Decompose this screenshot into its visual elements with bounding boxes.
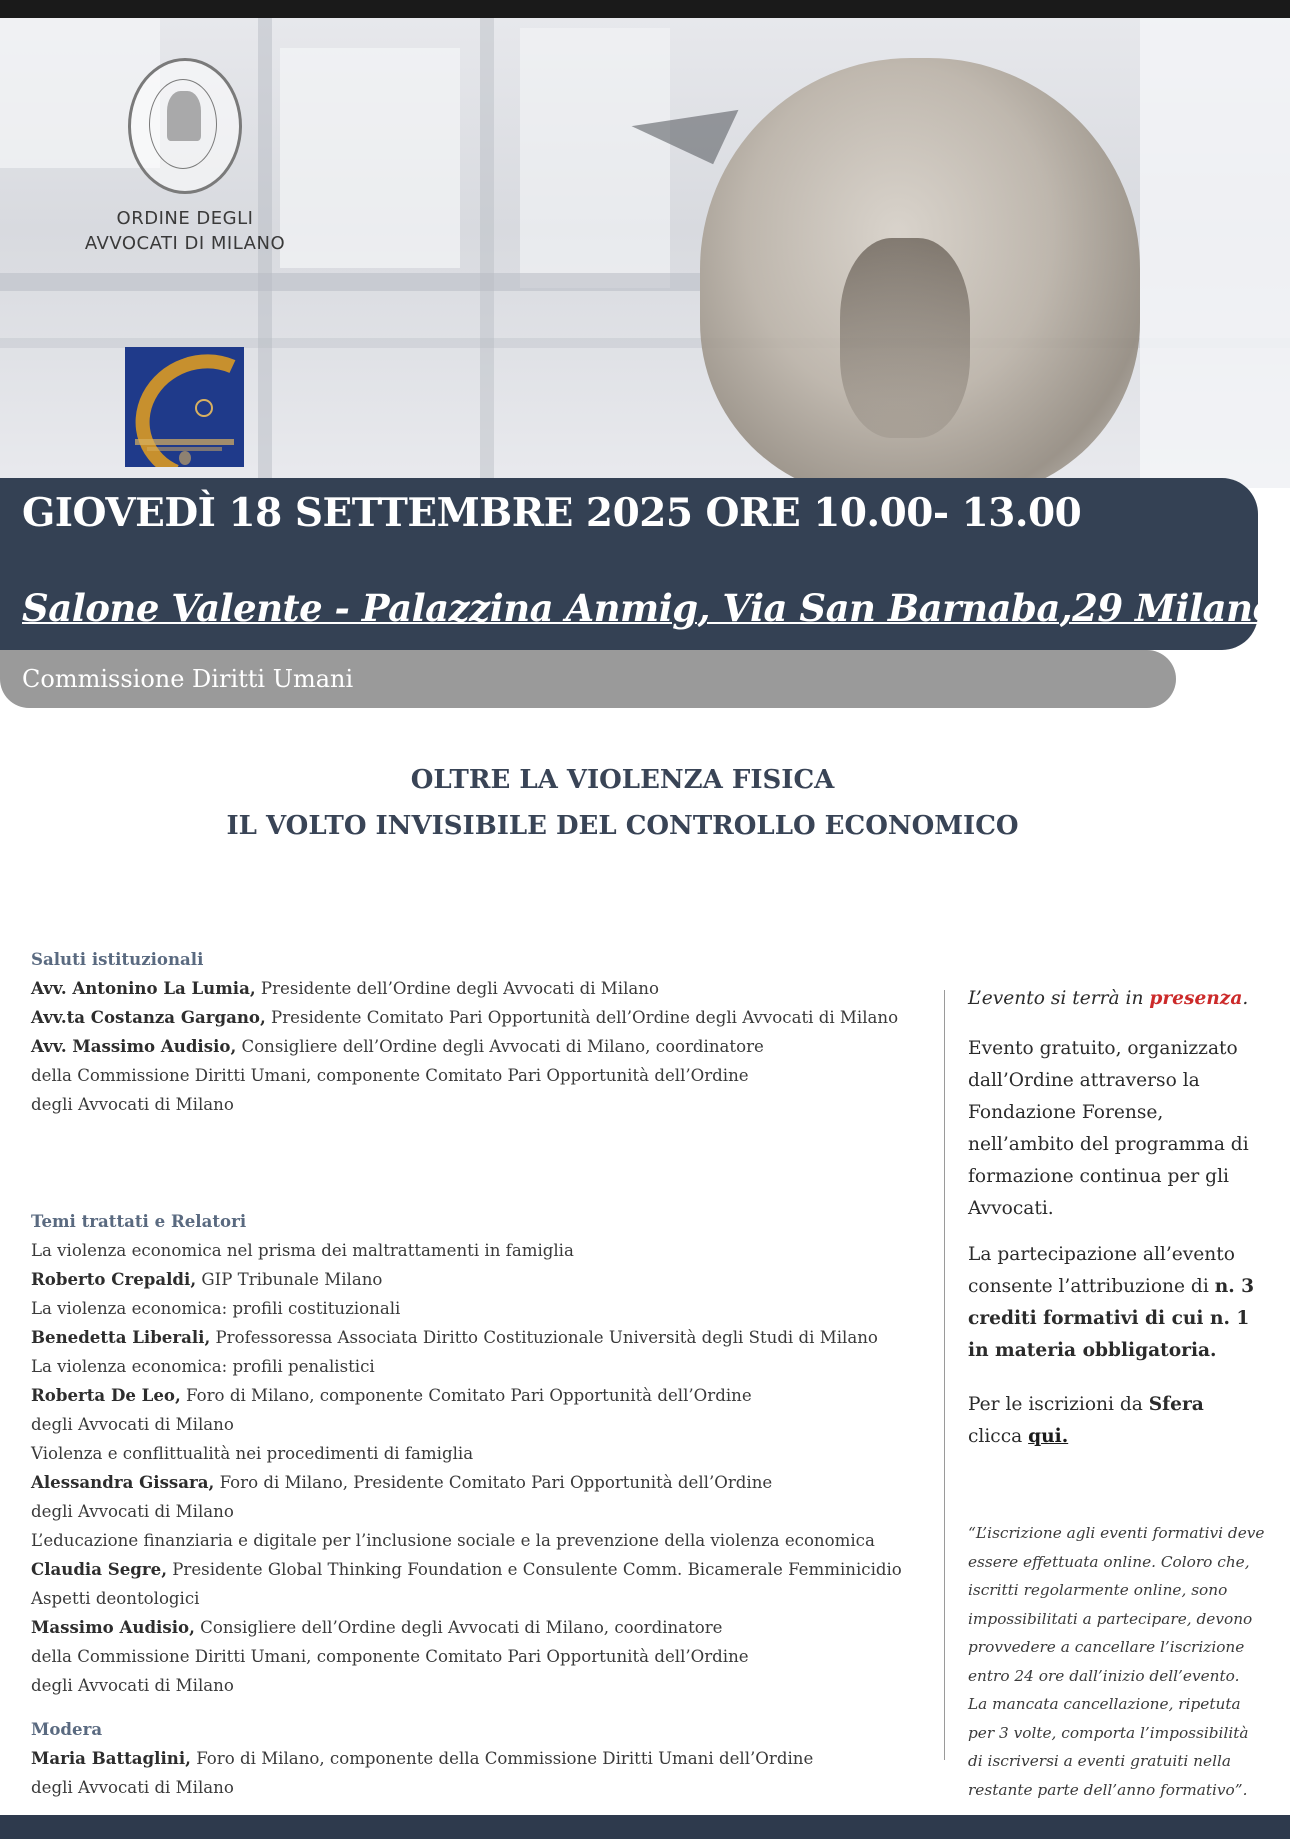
topics-heading: Temi trattati e Relatori [31, 1211, 247, 1231]
registration-text: Per le iscrizioni da Sfera clicca qui. [968, 1394, 1204, 1447]
free-event-text: Evento gratuito, organizzato dall’Ordine attraverso la Fondazione Forense, nell’ambito del programma di formazione continua per gli Avvocati. [968, 1038, 1249, 1219]
event-location: Salone Valente - Palazzina Anmig, Via San Barnaba,29 Milano [22, 586, 1277, 630]
program [31, 944, 931, 1802]
topic-line: Violenza e conflittualità nei procedimenti di famiglia [31, 1444, 474, 1463]
organization-name-line2: AVVOCATI DI MILANO [84, 233, 286, 254]
speaker-line: Roberta De Leo, Foro di Milano, componente Comitato Pari Opportunità dell’Ordine [31, 1385, 752, 1405]
speaker-line: Benedetta Liberali, Professoressa Associata Diritto Costituzionale Università degli Studi di Milano [31, 1327, 878, 1347]
speaker-line-cont: della Commissione Diritti Umani, componente Comitato Pari Opportunità dell’Ordine [31, 1647, 749, 1666]
speaker-line: Claudia Segre, Presidente Global Thinking Foundation e Consulente Comm. Bicamerale Femminicidio [31, 1559, 902, 1579]
bottom-border [0, 1815, 1290, 1839]
speaker-line-cont: degli Avvocati di Milano [31, 1778, 234, 1797]
speaker-line: Massimo Audisio, Consigliere dell’Ordine degli Avvocati di Milano, coordinatore [31, 1617, 723, 1637]
speaker-line: Avv. Massimo Audisio, Consigliere dell’Ordine degli Avvocati di Milano, coordinatore [31, 1036, 764, 1056]
speaker-line-cont: della Commissione Diritti Umani, componente Comitato Pari Opportunità dell’Ordine [31, 1066, 749, 1085]
registration-link[interactable]: qui. [1028, 1426, 1069, 1447]
topic-line: La violenza economica nel prisma dei maltrattamenti in famiglia [31, 1241, 574, 1260]
topic-line: La violenza economica: profili costituzionali [31, 1299, 401, 1318]
speaker-line-cont: degli Avvocati di Milano [31, 1095, 234, 1114]
event-title-line2: IL VOLTO INVISIBILE DEL CONTROLLO ECONOMICO [226, 811, 1019, 841]
speaker-line: Maria Battaglini, Foro di Milano, componente della Commissione Diritti Umani dell’Ordine [31, 1748, 814, 1768]
in-person-notice: L’evento si terrà in presenza. [968, 988, 1249, 1009]
speaker-line: Alessandra Gissara, Foro di Milano, Presidente Comitato Pari Opportunità dell’Ordine [31, 1472, 773, 1492]
registration-policy-note: “L’iscrizione agli eventi formativi deve essere effettuata online. Coloro che, iscritti regolarmente online, sono impossibilitati a partecipare, devono provvedere a cancellare l’iscrizione entro 24 ore dall’inizio dell’evento. La mancata cancellazione, ripetuta per 3 volte, comporta l’impossibilità di iscriversi a eventi gratuiti nella restante parte dell’anno formativo”. [968, 1524, 1265, 1799]
organization-name [40, 206, 330, 256]
top-border [0, 0, 1290, 18]
credits-text: La partecipazione all’evento consente l’attribuzione di n. 3 crediti formativi di cui n. 1 in materia obbligatoria. [968, 1244, 1255, 1361]
speaker-line: Roberto Crepaldi, GIP Tribunale Milano [31, 1269, 383, 1289]
event-title [0, 757, 1245, 849]
ordine-seal-logo [128, 58, 242, 194]
column-divider [944, 990, 945, 1760]
moderator-heading: Modera [31, 1719, 103, 1739]
event-title-line1: OLTRE LA VIOLENZA FISICA [410, 765, 835, 795]
speaker-line-cont: degli Avvocati di Milano [31, 1676, 234, 1695]
topic-line: L’educazione finanziaria e digitale per l’inclusione sociale e la prevenzione della violenza economica [31, 1531, 875, 1550]
topic-line: La violenza economica: profili penalistici [31, 1357, 375, 1376]
event-info-sidebar [968, 983, 1268, 1453]
topic-line: Aspetti deontologici [31, 1589, 200, 1608]
in-person-highlight: presenza [1149, 988, 1243, 1009]
event-date-time: GIOVEDÌ 18 SETTEMBRE 2025 ORE 10.00- 13.00 [22, 490, 1082, 536]
organization-name-line1: ORDINE DEGLI [116, 208, 254, 229]
greetings-heading: Saluti istituzionali [31, 949, 204, 969]
speaker-line-cont: degli Avvocati di Milano [31, 1502, 234, 1521]
speaker-line-cont: degli Avvocati di Milano [31, 1415, 234, 1434]
pari-opportunita-logo [125, 347, 244, 467]
speaker-line: Avv.ta Costanza Gargano, Presidente Comitato Pari Opportunità dell’Ordine degli Avvocati di Milano [31, 1007, 899, 1027]
speaker-line: Avv. Antonino La Lumia, Presidente dell’Ordine degli Avvocati di Milano [31, 978, 659, 998]
commission-name: Commissione Diritti Umani [22, 665, 354, 693]
